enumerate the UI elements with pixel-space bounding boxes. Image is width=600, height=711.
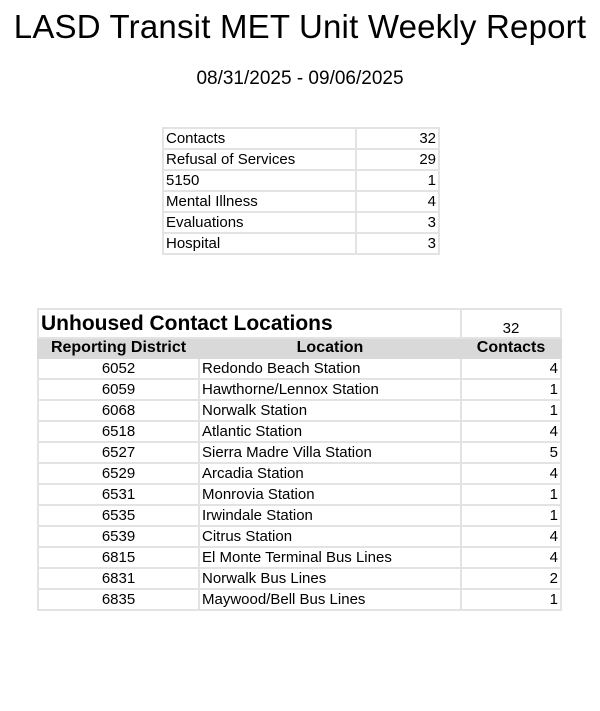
location-cell: Sierra Madre Villa Station [199, 442, 461, 463]
table-row [38, 358, 561, 379]
location-cell: Monrovia Station [199, 484, 461, 505]
header-contacts: Contacts [461, 338, 561, 358]
contacts-cell: 4 [461, 463, 561, 484]
summary-row [163, 170, 439, 191]
location-cell: Irwindale Station [199, 505, 461, 526]
summary-label: Hospital [163, 233, 356, 254]
district-cell: 6068 [38, 400, 199, 421]
contacts-cell: 5 [461, 442, 561, 463]
summary-label: Mental Illness [163, 191, 356, 212]
locations-title: Unhoused Contact Locations [38, 309, 461, 338]
location-cell: Norwalk Station [199, 400, 461, 421]
report-title: LASD Transit MET Unit Weekly Report [13, 8, 587, 45]
summary-value: 29 [356, 149, 439, 170]
table-row [38, 484, 561, 505]
district-cell: 6529 [38, 463, 199, 484]
location-cell: El Monte Terminal Bus Lines [199, 547, 461, 568]
district-cell: 6531 [38, 484, 199, 505]
summary-value: 4 [356, 191, 439, 212]
locations-total: 32 [461, 309, 561, 338]
table-row [38, 526, 561, 547]
district-cell: 6539 [38, 526, 199, 547]
summary-row [163, 212, 439, 233]
contacts-cell: 1 [461, 400, 561, 421]
table-row [38, 379, 561, 400]
district-cell: 6527 [38, 442, 199, 463]
header-reporting-district: Reporting District [38, 338, 199, 358]
summary-label: 5150 [163, 170, 356, 191]
table-row [38, 589, 561, 610]
table-row [38, 505, 561, 526]
summary-label: Contacts [163, 128, 356, 149]
contacts-cell: 1 [461, 589, 561, 610]
district-cell: 6815 [38, 547, 199, 568]
locations-header-row [38, 338, 561, 358]
summary-value: 3 [356, 212, 439, 233]
table-row [38, 463, 561, 484]
contacts-cell: 1 [461, 505, 561, 526]
location-cell: Norwalk Bus Lines [199, 568, 461, 589]
table-row [38, 442, 561, 463]
summary-table [162, 127, 440, 255]
locations-table [37, 308, 562, 611]
district-cell: 6059 [38, 379, 199, 400]
location-cell: Citrus Station [199, 526, 461, 547]
contacts-cell: 4 [461, 547, 561, 568]
summary-label: Evaluations [163, 212, 356, 233]
contacts-cell: 1 [461, 379, 561, 400]
district-cell: 6052 [38, 358, 199, 379]
location-cell: Atlantic Station [199, 421, 461, 442]
summary-row [163, 191, 439, 212]
contacts-cell: 4 [461, 421, 561, 442]
locations-title-row [38, 309, 561, 338]
contacts-cell: 2 [461, 568, 561, 589]
summary-label: Refusal of Services [163, 149, 356, 170]
location-cell: Maywood/Bell Bus Lines [199, 589, 461, 610]
table-row [38, 421, 561, 442]
district-cell: 6835 [38, 589, 199, 610]
table-row [38, 568, 561, 589]
summary-value: 1 [356, 170, 439, 191]
summary-row [163, 233, 439, 254]
district-cell: 6831 [38, 568, 199, 589]
location-cell: Redondo Beach Station [199, 358, 461, 379]
location-cell: Hawthorne/Lennox Station [199, 379, 461, 400]
location-cell: Arcadia Station [199, 463, 461, 484]
table-row [38, 400, 561, 421]
summary-row [163, 149, 439, 170]
contacts-cell: 1 [461, 484, 561, 505]
summary-value: 3 [356, 233, 439, 254]
table-row [38, 547, 561, 568]
summary-row [163, 128, 439, 149]
contacts-cell: 4 [461, 526, 561, 547]
header-location: Location [199, 338, 461, 358]
summary-value: 32 [356, 128, 439, 149]
report-date-range: 08/31/2025 - 09/06/2025 [196, 68, 404, 89]
district-cell: 6535 [38, 505, 199, 526]
district-cell: 6518 [38, 421, 199, 442]
contacts-cell: 4 [461, 358, 561, 379]
